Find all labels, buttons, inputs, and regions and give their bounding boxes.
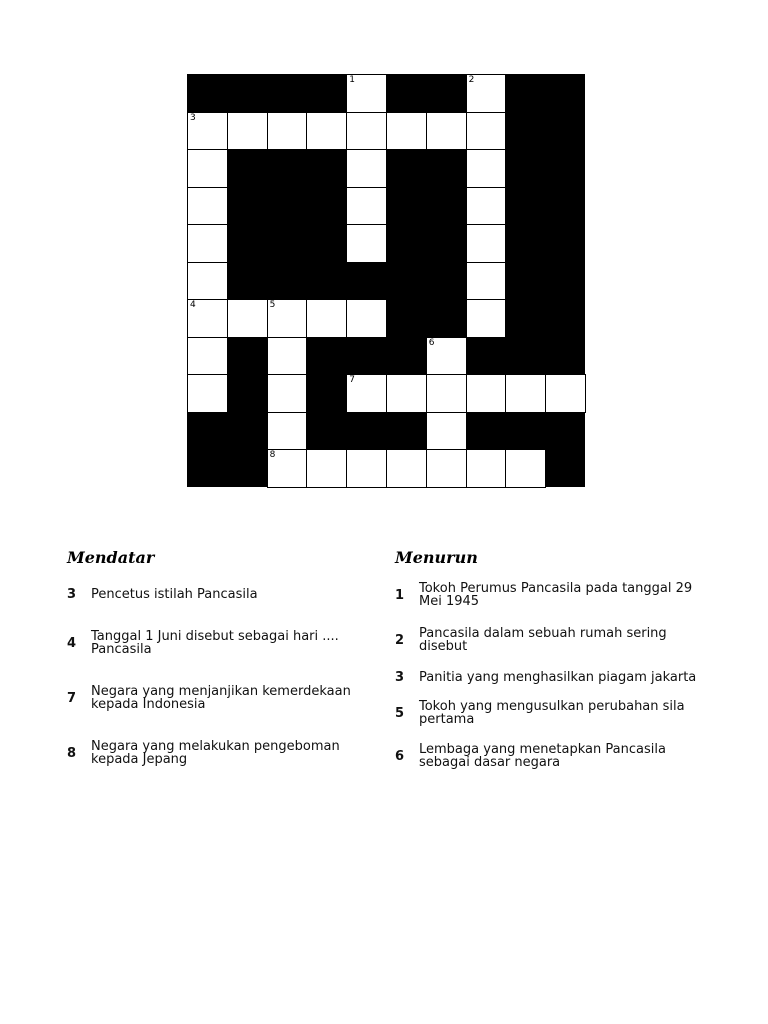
grid-cell[interactable] (187, 187, 228, 226)
clue-text-line: sebagai dasar negara (419, 755, 561, 770)
grid-cell[interactable] (466, 149, 507, 188)
clue-text-line: kepada Jepang (91, 752, 188, 767)
clue-item (67, 740, 340, 766)
clue-number: 1 (395, 587, 405, 603)
grid-cell[interactable] (466, 262, 507, 301)
clue-text-line: Lembaga yang menetapkan Pancasila (419, 742, 666, 757)
clue-text-line: Panitia yang menghasilkan piagam jakarta (419, 670, 697, 685)
clue-item (67, 587, 258, 602)
clue-text (419, 671, 696, 684)
clue-text (91, 740, 340, 766)
cell-number: 1 (349, 75, 355, 85)
grid-cell[interactable] (346, 224, 387, 263)
clue-item (395, 700, 685, 726)
clue-number: 8 (67, 745, 77, 761)
grid-cell[interactable] (505, 374, 546, 413)
grid-cell[interactable] (426, 374, 467, 413)
clue-text-line: Tanggal 1 Juni disebut sebagai hari .... (91, 629, 339, 644)
grid-cell[interactable] (187, 149, 228, 188)
clue-number: 2 (395, 632, 405, 648)
grid-cell[interactable] (346, 149, 387, 188)
grid-cell[interactable] (426, 449, 467, 488)
clue-number: 5 (395, 705, 405, 721)
clue-text-line: kepada Indonesia (91, 697, 206, 712)
clue-number: 7 (67, 690, 77, 706)
cell-number: 3 (190, 112, 196, 123)
clue-item (395, 582, 692, 608)
clue-item (395, 627, 667, 653)
grid-cell[interactable] (346, 74, 387, 113)
grid-cell[interactable] (267, 299, 308, 338)
clue-number: 4 (67, 635, 77, 651)
grid-cell[interactable] (346, 299, 387, 338)
grid-cell[interactable] (386, 112, 427, 151)
grid-cell[interactable] (306, 449, 347, 488)
clue-text-line: Pencetus istilah Pancasila (91, 587, 258, 602)
grid-cell[interactable] (267, 112, 308, 151)
grid-cell[interactable] (187, 337, 228, 376)
grid-cell[interactable] (466, 299, 507, 338)
grid-cell[interactable] (466, 449, 507, 488)
clue-item (67, 685, 351, 711)
grid-cell[interactable] (386, 374, 427, 413)
clue-item (395, 743, 666, 769)
cell-number: 7 (349, 375, 355, 386)
clue-text-line: Pancasila (91, 642, 152, 657)
clue-number: 3 (67, 587, 77, 602)
grid-cell[interactable] (187, 374, 228, 413)
grid-cell[interactable] (346, 449, 387, 488)
clue-text (419, 582, 692, 608)
grid-cell[interactable] (346, 112, 387, 151)
grid-cell[interactable] (187, 262, 228, 301)
clue-number: 6 (395, 748, 405, 764)
cell-number: 8 (269, 450, 276, 461)
clue-number: 3 (395, 670, 405, 685)
grid-cell[interactable] (187, 224, 228, 263)
grid-cell[interactable] (426, 412, 467, 451)
cell-number: 5 (269, 300, 276, 311)
grid-cell[interactable] (267, 337, 308, 376)
clue-text (419, 743, 666, 769)
grid-cell[interactable] (426, 112, 467, 151)
grid-cell[interactable] (466, 224, 507, 263)
clue-text-line: Tokoh Perumus Pancasila pada tanggal 29 (419, 581, 693, 596)
clue-text-line: Negara yang melakukan pengeboman (91, 739, 340, 754)
clue-text-line: Tokoh yang mengusulkan perubahan sila (419, 699, 685, 714)
clue-text (419, 700, 685, 726)
grid-cell[interactable] (545, 374, 586, 413)
cell-number: 4 (190, 300, 196, 311)
clue-text-line: Mei 1945 (419, 594, 480, 609)
clue-text-line: pertama (419, 712, 475, 727)
clue-item (67, 630, 339, 656)
down-clue-list (395, 580, 715, 800)
clue-text-line: Negara yang menjanjikan kemerdekaan (91, 684, 351, 699)
cell-number: 6 (428, 337, 435, 348)
grid-cell[interactable] (466, 112, 507, 151)
grid-cell[interactable] (466, 374, 507, 413)
down-heading: Menurun (395, 548, 478, 567)
grid-cell[interactable] (187, 299, 228, 338)
grid-cell[interactable] (267, 374, 308, 413)
clue-text-line: Pancasila dalam sebuah rumah sering (419, 626, 667, 641)
across-heading: Mendatar (67, 548, 155, 567)
grid-cell[interactable] (346, 374, 387, 413)
grid-cell[interactable] (346, 187, 387, 226)
grid-cell[interactable] (505, 449, 546, 488)
clue-item (395, 670, 696, 685)
cell-number: 2 (468, 75, 475, 85)
grid-cell[interactable] (306, 299, 347, 338)
grid-cell[interactable] (227, 299, 268, 338)
clue-text (91, 588, 258, 601)
grid-cell[interactable] (466, 187, 507, 226)
grid-cell[interactable] (187, 112, 228, 151)
grid-cell[interactable] (466, 74, 507, 113)
grid-cell[interactable] (267, 412, 308, 451)
clue-text (91, 685, 351, 711)
clue-text-line: disebut (419, 639, 468, 654)
clue-text (419, 627, 667, 653)
crossword-grid (187, 74, 585, 487)
grid-cell[interactable] (267, 449, 308, 488)
grid-cell[interactable] (306, 112, 347, 151)
clue-text (91, 630, 339, 656)
grid-cell[interactable] (227, 112, 268, 151)
grid-cell[interactable] (426, 337, 467, 376)
grid-cell[interactable] (386, 449, 427, 488)
across-clue-list (67, 580, 367, 800)
